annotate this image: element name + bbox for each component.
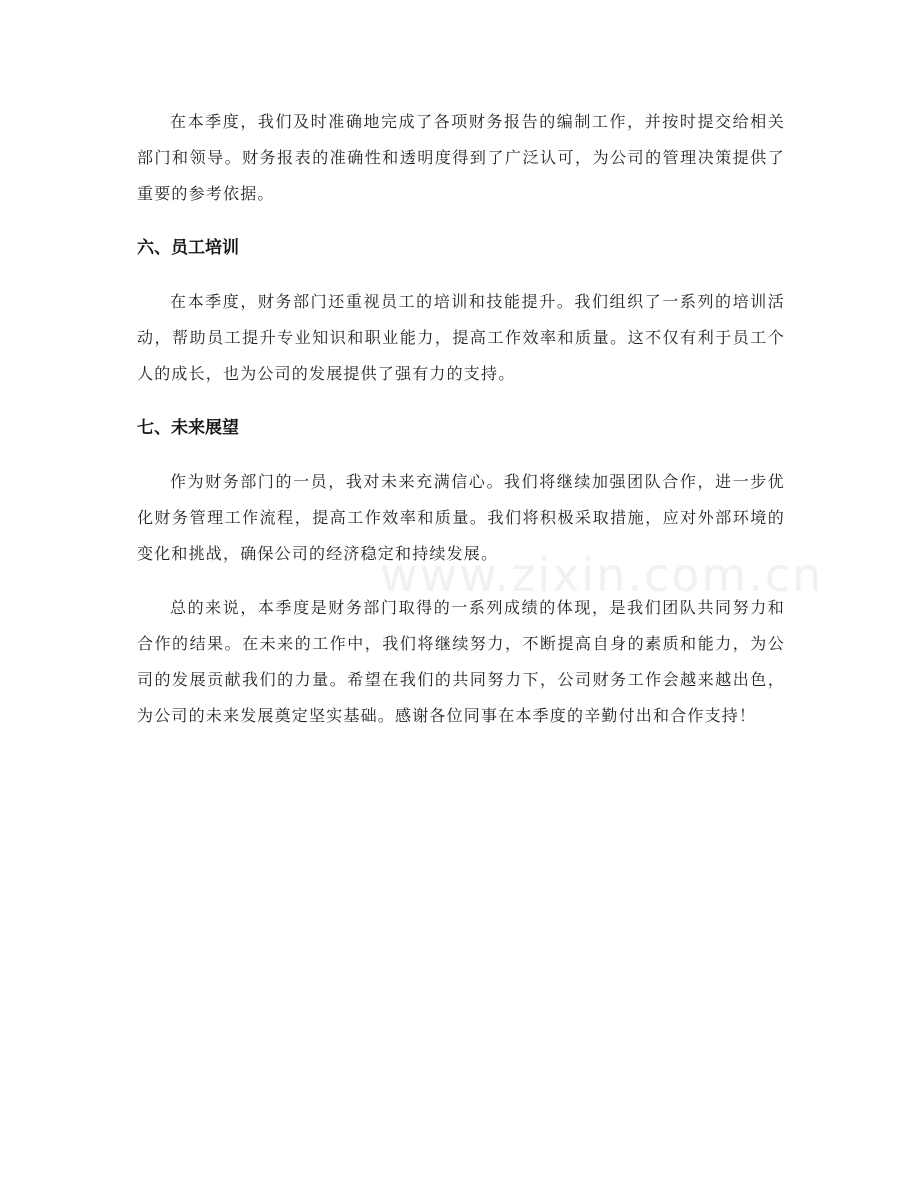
section-heading-future-outlook: 七、未来展望: [137, 418, 239, 438]
spacer: [137, 572, 785, 590]
spacer: [137, 266, 785, 284]
paragraph-conclusion: 总的来说，本季度是财务部门取得的一系列成绩的体现，是我们团队共同努力和合作的结果。在未来的工作中，我们将继续努力，不断提高自身的素质和能力，为公司的发展贡献我们的力量。希望在我们的共同努力下，公司财务工作会越来越出色，为公司的未来发展奠定坚实基础。感谢各位同事在本季度的辛勤付出和合作支持！: [137, 598, 785, 725]
watermark: www.zixin.com.cn: [380, 548, 824, 602]
spacer: [137, 212, 785, 230]
paragraph-staff-training: 在本季度，财务部门还重视员工的培训和技能提升。我们组织了一系列的培训活动，帮助员工提升专业知识和职业能力，提高工作效率和质量。这不仅有利于员工个人的成长，也为公司的发展提供了强有力的支持。: [137, 292, 785, 383]
spacer: [137, 392, 785, 410]
section-heading-staff-training: 六、员工培训: [137, 238, 239, 258]
spacer: [137, 446, 785, 464]
paragraph-future-outlook: 作为财务部门的一员，我对未来充满信心。我们将继续加强团队合作，进一步优化财务管理工作流程，提高工作效率和质量。我们将积极采取措施，应对外部环境的变化和挑战，确保公司的经济稳定和持续发展。: [137, 472, 785, 563]
document-content: [137, 104, 785, 734]
paragraph-financial-reports: 在本季度，我们及时准确地完成了各项财务报告的编制工作，并按时提交给相关部门和领导。财务报表的准确性和透明度得到了广泛认可，为公司的管理决策提供了重要的参考依据。: [137, 112, 785, 203]
